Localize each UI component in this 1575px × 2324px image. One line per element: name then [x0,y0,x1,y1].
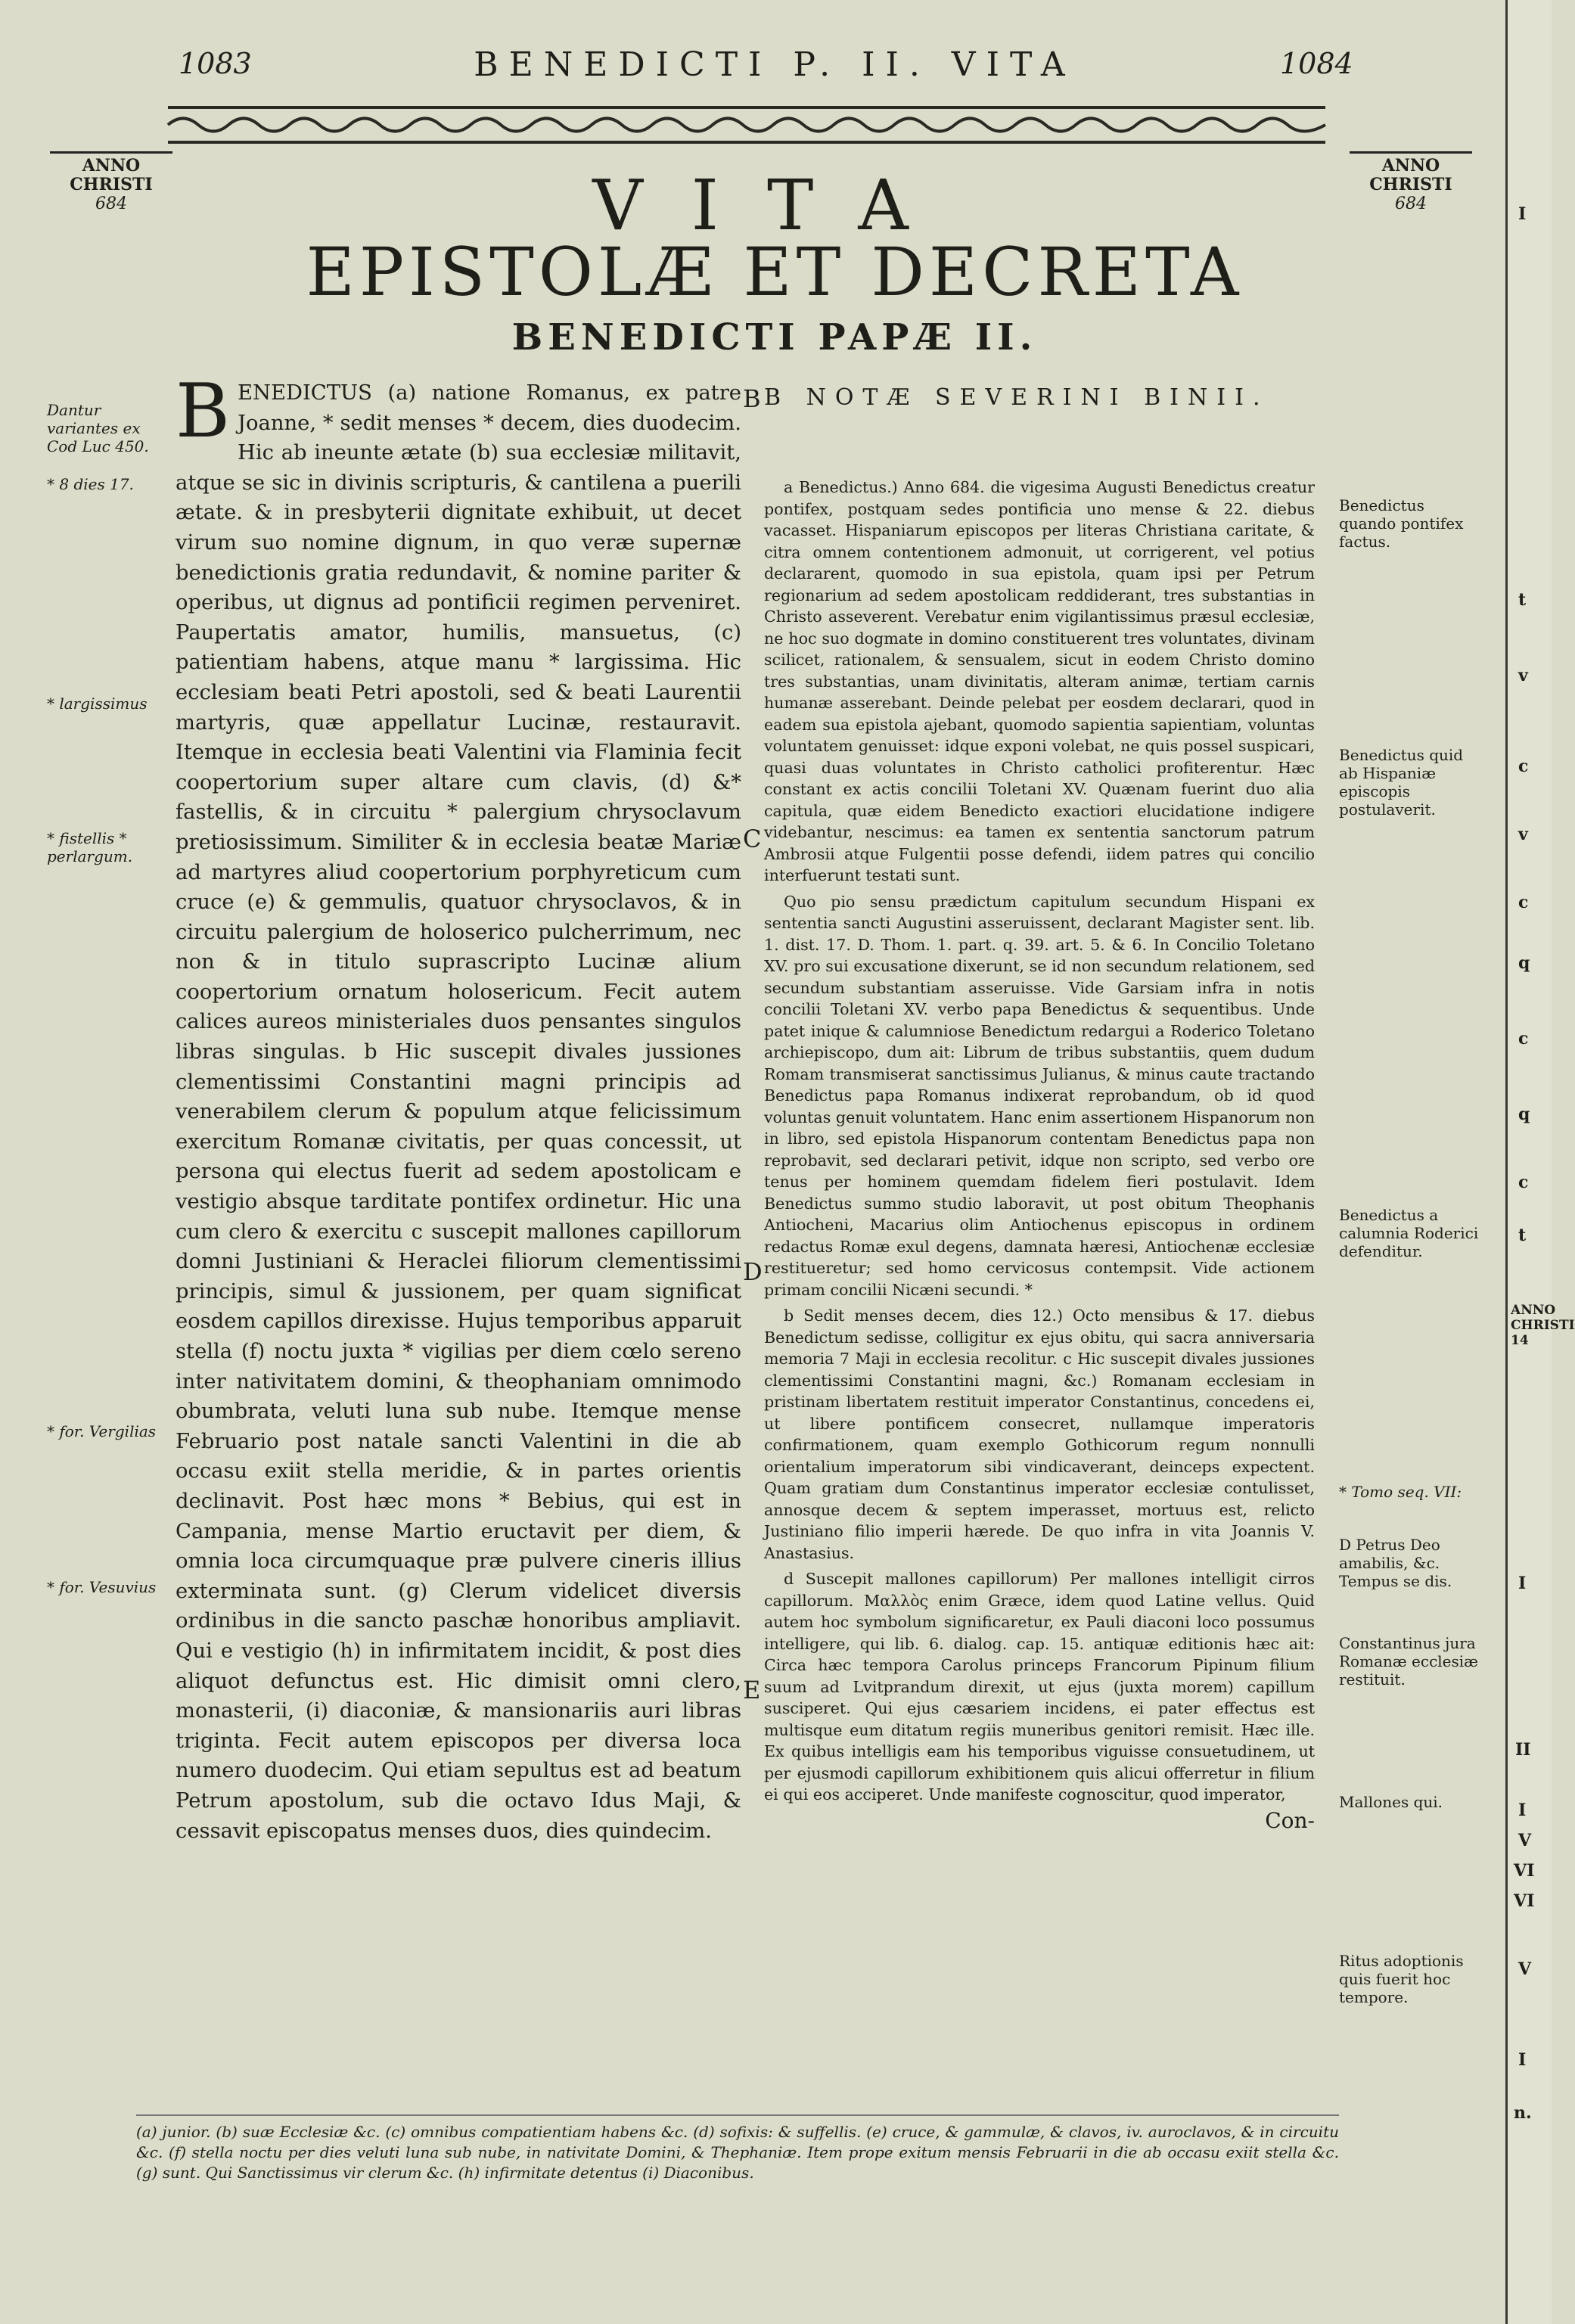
adjacent-char: v [1518,825,1528,844]
adjacent-char: c [1518,757,1529,776]
main-text: ENEDICTUS (a) natione Romanus, ex patre Joanne, * sedit menses * decem, dies duodecim. Hic ab ineunte ætate (b) sua ecclesiæ militavit, atque se sic in divinis scripturis, & cantilena a puerili ætate. & in presbyterii dignitate exhibuit, ut decet virum suo nomine dignum, in quo veræ supernæ benedictionis gratia redundavit, & nomine pariter & operibus, ut dignus ad pontificii regimen perveniret. Paupertatis amator, humilis, mansuetus, (c) patientiam habens, atque manu * largissima. Hic ecclesiam beati Petri apostoli, sed & beati Laurentii martyris, quæ appellatur Lucinæ, restauravit. Itemque in ecclesia beati Valentini via Flaminia fecit coopertorium super altare cum clavis, (d) &* fastellis, & in circuitu * palergium chrysoclavum pretiosissimum. Similiter & in ecclesia beatæ Mariæ ad martyres aliud coopertorium porphyreticum cum cruce (e) & gemmulis, quatuor chrysoclavos, & in circuitu palergium de holoserico pulcherrimum, nec non & in titulo suprascripto Lucinæ alium coopertorium ornatum holosericum. Fecit autem calices aureos ministeriales duos pensantes singulos libras singulas. b Hic suscepit divales jussiones clementissimi Constantini magni principis ad venerabilem clerum & populum atque felicissimum exercitum Romanæ civitatis, per quas concessit, ut persona qui electus fuerit ad sedem apostolicam e vestigio absque tarditate pontifex ordinetur. Hic una cum clero & exercitu c suscepit mallones capillorum domni Justiniani & Heraclei filiorum clementissimi principis, simul & jussionem, per quam significat eosdem capillos direxisse. Hujus temporibus apparuit stella (f) noctu juxta * vigilias per diem cœlo sereno inter nativitatem domini, & theophaniam omnimodo obumbrata, veluti luna sub nube. Itemque mense Februario post natale sancti Valentini in die ab occasu exiit stella meridie, & in partes orientis declinavit. Post hæc mons * Bebius, qui est in Campania, mense Martio eructavit per diem, & omnia loca circumquaque præ pulvere cineris illius exterminata sunt. (g) Clerum videlicet diversis ordinibus in die sancto paschæ honoribus ampliavit. Qui e vestigio (h) in infirmitatem incidit, & post dies aliquot defunctus est. Hic dimisit omni clero, monasterii, (i) diaconiæ, & mansionariis auri libras triginta. Fecit autem episcopos per diversa loca numero duodecim. Qui etiam sepultus est ad beatum Petrum apostolum, sub die octavo Idus Maji, & cessavit episcopatus menses duos, dies quindecim. [176,381,741,1843]
adjacent-page-edge [1505,0,1575,2324]
adjacent-char: I [1518,204,1527,224]
anno-year: 684 [95,194,127,213]
adjacent-char: I [1518,1800,1527,1820]
column-letter-d: D [743,1257,763,1286]
margin-note-left: * 8 dies 17. [47,475,134,493]
adjacent-char: c [1518,1029,1529,1049]
margin-note-left: * largissimus [47,694,148,713]
adjacent-char: v [1518,666,1528,685]
ornamental-border [168,106,1325,144]
christi-label: CHRISTI [1369,175,1452,194]
note-paragraph: b Sedit menses decem, dies 12.) Octo mensibus & 17. diebus Benedictum sedisse, colligitur ex ejus obitu, qui sacra anniversaria memoria 7 Maji in ecclesia recolitur. c Hic suscepit divales jussiones clementissimi Constantini magni, &c.) Romanam ecclesiam in pristinam libertatem restituit imperator Constantinus, concedens ei, ut libere pontificem consecret, nullamque imperatoris confirmationem, quam exemplo Gothicorum regum nonnulli orientalium imperatorum sibi vindicaverant, deinceps expectent. Quam gratiam dum Constantinus imperator ecclesiæ contulisset, annosque decem & septem imperasset, mortuus est, relicto Justiniano filio imperii hærede. De quo infra in vita Joannis V. Anastasius. [764,1306,1315,1562]
adjacent-char: c [1518,1173,1529,1192]
margin-note-right: Ritus adoptionis quis fuerit hoc tempore. [1339,1952,1464,2006]
adjacent-char: c [1518,893,1529,912]
margin-note-left: * fistellis * perlargum. [47,829,133,865]
catchword: Con- [1265,1807,1315,1833]
margin-note-left: * for. Vesuvius [47,1578,157,1596]
adjacent-char: II [1515,1740,1531,1760]
title-vita: VITA [592,165,957,246]
anno-year: 684 [1395,194,1427,213]
column-letter-e: E [743,1676,761,1704]
anno-label: ANNO [1381,156,1440,176]
adjacent-char: VI [1514,1891,1535,1911]
margin-note-right: Mallones qui. [1339,1793,1443,1811]
christi-label: CHRISTI [70,175,153,194]
margin-note-right: * Tomo seq. VII: [1339,1483,1462,1501]
column-letter-b: B [743,384,761,413]
note-paragraph: a Benedictus.) Anno 684. die vigesima Augusti Benedictus creatur pontifex, postquam sedes pontificia uno mense & 22. diebus vacasset. Hispaniarum episcopos per literas Christiana caritate, & citra omnem contentionem admonuit, ut corrigerent, vel potius declararent, quomodo in sua epistola, quam ipsi per Petrum regionarium ad sedem apostolicam reddiderant, tres substantias in Christo asseverent. Verebatur enim vigilantissimus præsul ecclesiæ, ne hoc suo dogmate in domino constituerent tres voluntates, divinam scilicet, rationalem, & sensualem, sicut in eodem Christo domino tres substantias, unam divinitatis, alteram animæ, tertiam carnis humanæ asserebant. Deinde pelebat per eosdem declarari, quod in eadem sua epistola ajebant, quomodo sapientia sapientiam, voluntas voluntatem genuisset: idque exponi volebat, ne quis possel suspicari, quasi duas voluntates in Christo catholici profiterentur. Hæc constant ex actis concilii Toletani XV. Quænam fuerint duo alia capitula, quæ eidem Benedicto exactiori elucidatione indigere videbantur, nescimus: ea tamen ex sententia sanctorum patrum Ambrosii atque Fulgentii posse defendi, iidem patres qui concilio interfuerunt testati sunt. [764,478,1315,884]
margin-note-left: Dantur variantes ex Cod Luc 450. [47,401,149,455]
drop-cap: B [176,368,231,455]
footnotes: (a) junior. (b) suæ Ecclesiæ &c. (c) omnibus compatientiam habens &c. (d) sofixis: & suffellis. (e) cruce, & gammulæ, & clavos, iv. auroclavos, & in circuitu &c. (f) stella noctu per dies veluti luna sub nube, in nativitate Domini, & Thephaniæ. Item prope exitum mensis Februarii in die ab occasu exiit stella &c. (g) sunt. Qui Sanctissimus vir clerum &c. (h) infirmitate detentus (i) Diaconibus. [136,2123,1339,2182]
adjacent-char: I [1518,1574,1527,1593]
column-letter-c: C [743,825,762,853]
adjacent-char: n. [1514,2103,1532,2123]
title-benedicti: BENEDICTI PAPÆ II. [511,316,1038,359]
note-paragraph: d Suscepit mallones capillorum) Per mallones intelligit cirros capillorum. Μαλλὸς enim Græce, idem quod Latine vellus. Quid autem hoc symbolum significaretur, ex Pauli diaconi loco possumus intelligere, qui lib. 6. dialog. cap. 15. antiquæ editionis hæc ait: Circa hæc tempora Carolus princeps Francorum Pipinum filium suum ad Lvitprandum direxit, ut ejus (juxta morem) capillum susciperet. Qui ejus cæsariem incidens, ei pater effectus est multisque eum ditatum regiis muneribus genitori remisit. Hæc ille. Ex quibus intelligis eam his temporibus viguisse consuetudinem, ut per ejusmodi capillorum exhibitionem quis alicui offerretur in filium ei qui eos acciperet. Unde manifeste cognoscitur, quod imperator, [764,1570,1315,1804]
adjacent-char: t [1518,590,1527,610]
adjacent-char: V [1518,1959,1532,1979]
margin-note-right: D Petrus Deo amabilis, &c. Tempus se dis. [1339,1536,1452,1590]
margin-note-right: Benedictus quando pontifex factus. [1339,496,1464,551]
note-paragraph: Quo pio sensu prædictum capitulum secundum Hispani ex sententia sancti Augustini asseruissent, declarant Magister sent. lib. 1. dist. 17. D. Thom. 1. part. q. 39. art. 5. & 6. In Concilio Toletano XV. pro sui excusatione dixerunt, se id non secundum relationem, sed secundum substantiam asseruisse. Vide Garsiam infra in notis concilii Toletani XV. verbo papa Benedictus & sequentibus. Unde patet inique & calumniose Benedictum redargui a Roderico Toletano archiepiscopo, dum ait: Librum de tribus substantiis, quem dudum Romam transmiserat sanctissimus Julianus, & minus caute tractando Benedictus papa Romanus indixerat reprobandum, ob id quod voluntas genuit voluntatem. Hanc enim assertionem Hispanorum non in libro, sed epistola Hispanorum contentam Benedictus papa non reprobavit, sed declarari petivit, idque non scripto, sed verbo ore tenus per hominem quemdam fidelem fieri postulavit. Idem Benedictus summo studio laboravit, ut post obitum Theophanis Antiocheni, Macarius olim Antiochenus episcopus in ordinem redactus Romæ exul degens, damnata hæresi, Antiochenæ ecclesiæ restitueretur; sed homo cervicosus contempsit. Vide actionem primam concilii Nicæni secundi. * [764,892,1315,1299]
page-number-right: 1084 [1280,47,1353,80]
margin-note-left: * for. Vergilias [47,1422,157,1440]
running-title: BENEDICTI P. II. VITA [474,45,1076,84]
adjacent-char: I [1518,2050,1527,2070]
margin-note-right: Benedictus quid ab Hispaniæ episcopis postulaverit. [1339,746,1464,819]
page-number-left: 1083 [179,47,252,80]
margin-note-right: Constantinus jura Romanæ ecclesiæ restituit. [1339,1634,1478,1689]
anno-label: ANNO [82,156,141,176]
adjacent-char: VI [1514,1861,1535,1881]
footnote-rule [136,2114,1339,2116]
adjacent-char: q [1518,953,1530,973]
title-epistolae: EPISTOLÆ ET DECRETA [306,233,1244,311]
main-text-column [176,368,741,1846]
adjacent-char: V [1518,1831,1532,1850]
margin-note-right: Benedictus a calumnia Roderici defenditur. [1339,1206,1479,1260]
adjacent-anno: ANNO CHRISTI 14 [1511,1303,1575,1348]
notes-heading: B NOTÆ SEVERINI BINII. [764,384,1269,411]
notes-column [764,477,1315,1836]
adjacent-char: t [1518,1226,1527,1245]
adjacent-char: q [1518,1105,1530,1124]
